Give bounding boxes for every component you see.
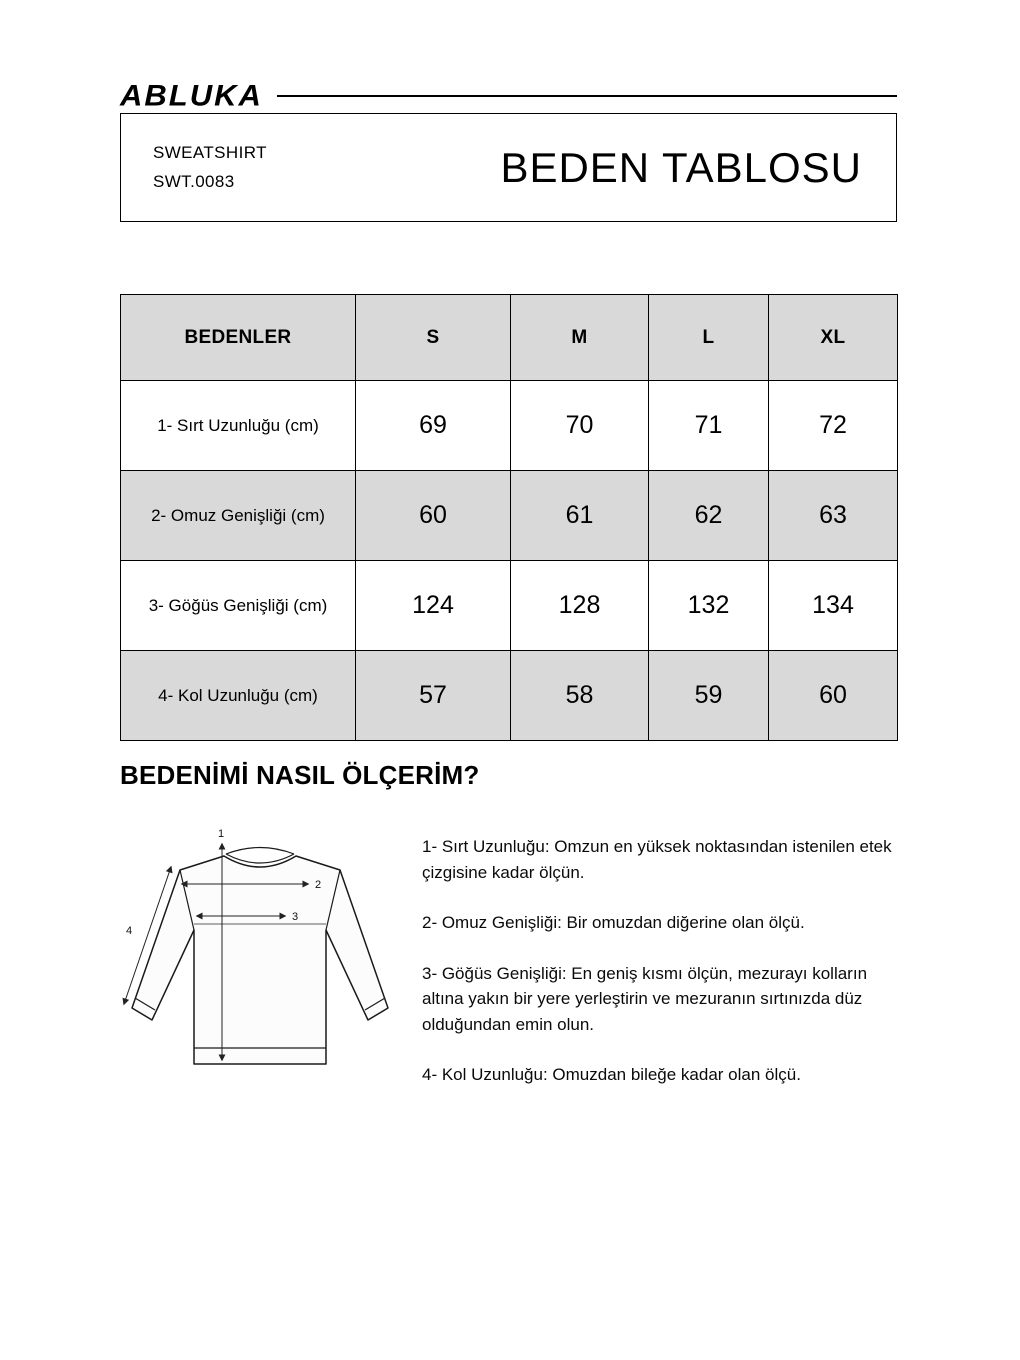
table-row-back-length — [121, 381, 898, 471]
title-box — [120, 113, 897, 222]
cell-value: 63 — [769, 471, 898, 561]
product-code: SWT.0083 — [153, 172, 235, 191]
row-label: 3- Göğüs Genişliği (cm) — [121, 561, 356, 651]
row-label: 4- Kol Uzunluğu (cm) — [121, 651, 356, 741]
diagram-label-sleeve-length: 4 — [126, 925, 133, 937]
col-header-s: S — [356, 295, 511, 381]
row-label: 2- Omuz Genişliği (cm) — [121, 471, 356, 561]
cell-value: 134 — [769, 561, 898, 651]
cell-value: 60 — [356, 471, 511, 561]
table-row-chest-width — [121, 561, 898, 651]
size-table — [120, 294, 898, 741]
table-row-sleeve-length — [121, 651, 898, 741]
cell-value: 57 — [356, 651, 511, 741]
cell-value: 61 — [511, 471, 649, 561]
col-header-bedenler: BEDENLER — [121, 295, 356, 381]
col-header-l: L — [649, 295, 769, 381]
table-row-shoulder-width — [121, 471, 898, 561]
cell-value: 132 — [649, 561, 769, 651]
product-type: SWEATSHIRT — [153, 143, 267, 162]
instruction-chest-width: 3- Göğüs Genişliği: En geniş kısmı ölçün, mezurayı kolların altına yakın bir yere yerleştirin ve mezuranın sırtınızda düz olduğundan emin olun. — [422, 963, 868, 1034]
brand-header — [120, 78, 897, 114]
cell-value: 60 — [769, 651, 898, 741]
size-table-header-row — [121, 295, 898, 381]
cell-value: 59 — [649, 651, 769, 741]
cell-value: 72 — [769, 381, 898, 471]
col-header-m: M — [511, 295, 649, 381]
diagram-label-shoulder-width: 2 — [315, 879, 322, 891]
page-title: BEDEN TABLOSU — [500, 143, 862, 191]
cell-value: 128 — [511, 561, 649, 651]
cell-value: 71 — [649, 381, 769, 471]
section-title: BEDENİMİ NASIL ÖLÇERİM? — [120, 760, 480, 790]
col-header-xl: XL — [769, 295, 898, 381]
brand-logo: ABLUKA — [120, 78, 263, 113]
measure-section — [110, 826, 910, 1113]
cell-value: 58 — [511, 651, 649, 741]
product-info — [153, 143, 267, 192]
cell-value: 62 — [649, 471, 769, 561]
sweatshirt-diagram — [110, 826, 410, 1096]
measure-instructions — [422, 826, 900, 1113]
cell-value: 124 — [356, 561, 511, 651]
diagram-label-back-length: 1 — [218, 828, 225, 840]
instruction-back-length: 1- Sırt Uzunluğu: Omzun en yüksek noktasından istenilen etek çizgisine kadar ölçün. — [422, 837, 892, 882]
header-rule-line — [277, 95, 897, 97]
instruction-shoulder-width: 2- Omuz Genişliği: Bir omuzdan diğerine olan ölçü. — [422, 913, 805, 932]
instruction-sleeve-length: 4- Kol Uzunluğu: Omuzdan bileğe kadar olan ölçü. — [422, 1065, 801, 1084]
diagram-label-chest-width: 3 — [292, 911, 299, 923]
cell-value: 70 — [511, 381, 649, 471]
cell-value: 69 — [356, 381, 511, 471]
row-label: 1- Sırt Uzunluğu (cm) — [121, 381, 356, 471]
